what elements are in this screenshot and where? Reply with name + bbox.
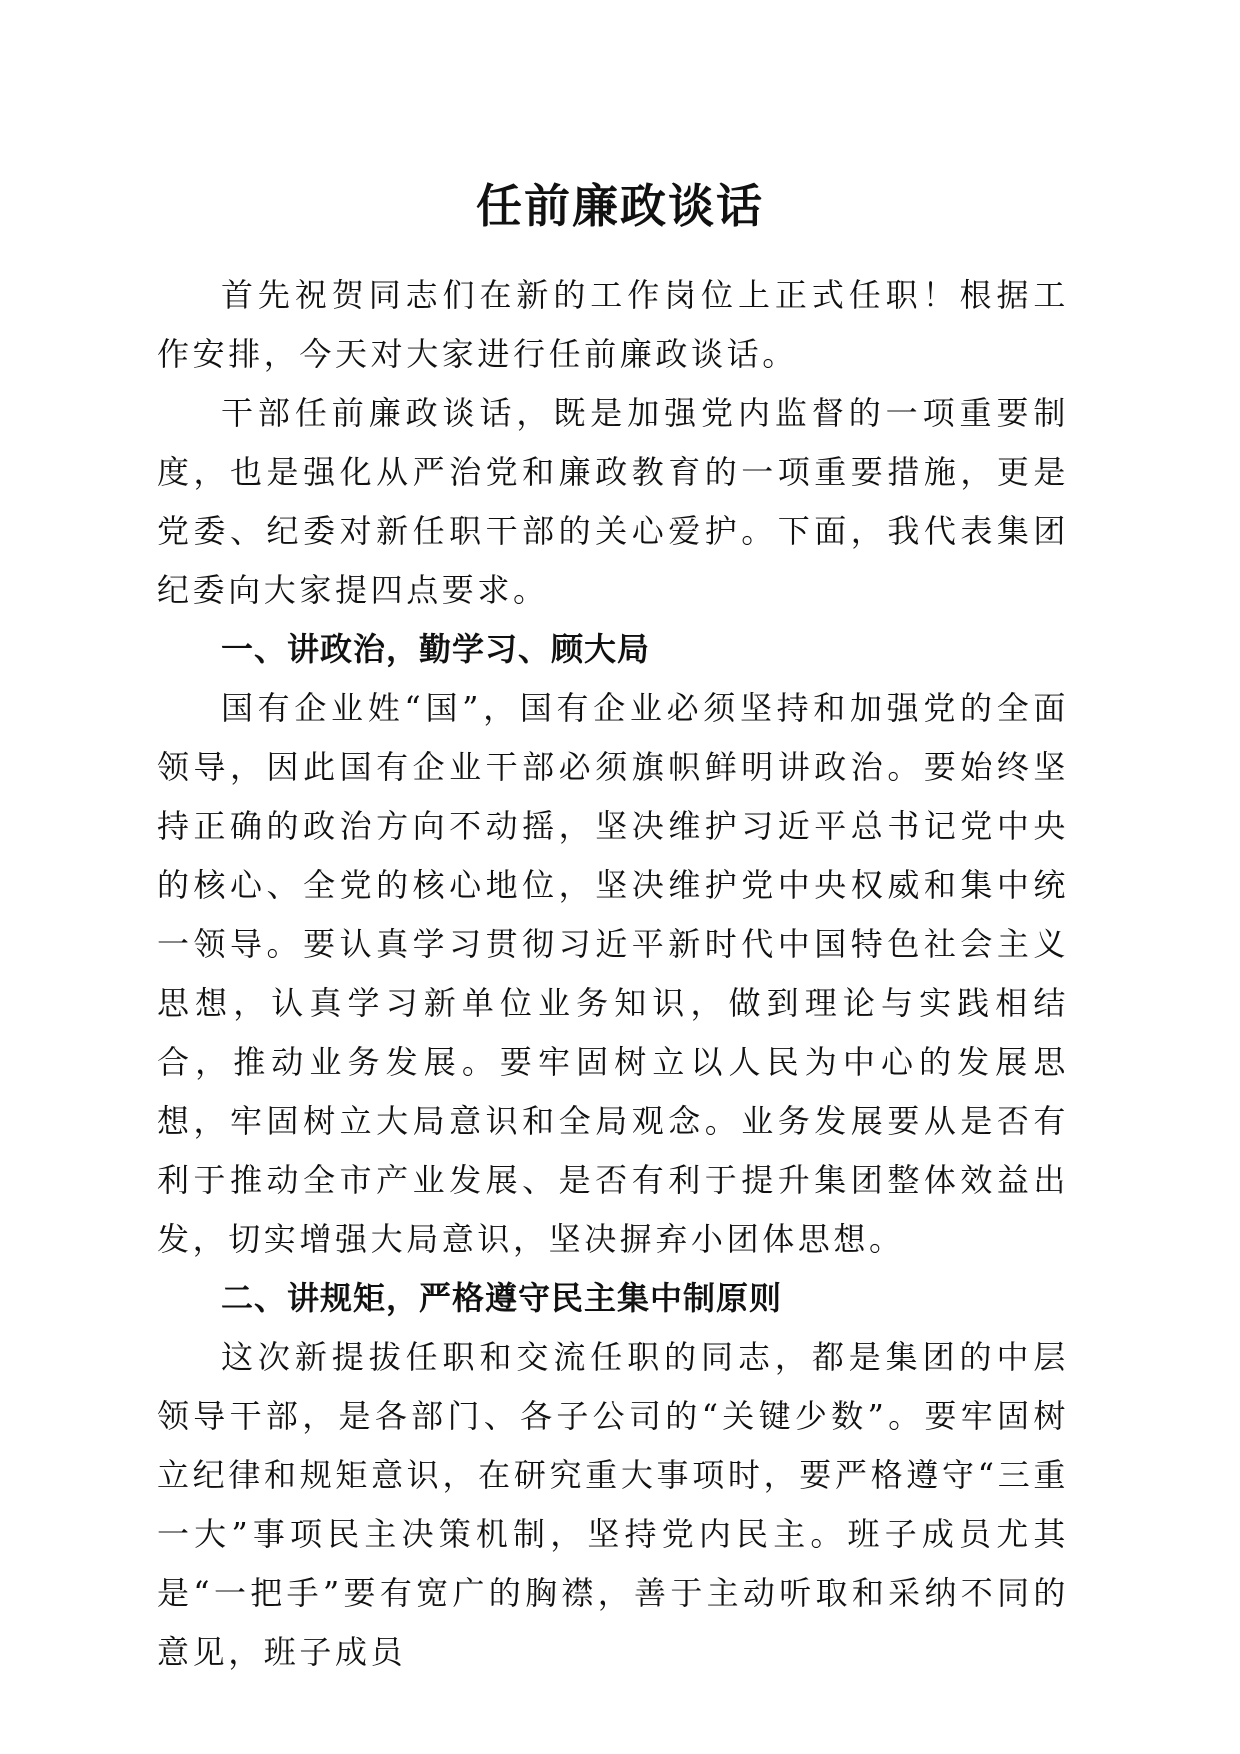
section-body-1: 国有企业姓“国”，国有企业必须坚持和加强党的全面领导，因此国有企业干部必须旗帜鲜明讲政治。要始终坚持正确的政治方向不动摇，坚决维护习近平总书记党中央的核心、全党的核心地位，坚决维护党中央权威和集中统一领导。要认真学习贯彻习近平新时代中国特色社会主义思想，认真学习新单位业务知识，做到理论与实践相结合，推动业务发展。要牢固树立以人民为中心的发展思想，牢固树立大局意识和全局观念。业务发展要从是否有利于推动全市产业发展、是否有利于提升集团整体效益出发，切实增强大局意识，坚决摒弃小团体思想。: [157, 689, 1069, 1258]
section-body-2: 这次新提拔任职和交流任职的同志，都是集团的中层领导干部，是各部门、各子公司的“关键少数”。要牢固树立纪律和规矩意识，在研究重大事项时，要严格遵守“三重一大”事项民主决策机制，坚持党内民主。班子成员尤其是“一把手”要有宽广的胸襟，善于主动听取和采纳不同的意见，班子成员: [157, 1338, 1069, 1671]
section-heading-1: 一、讲政治，勤学习、顾大局: [221, 630, 651, 668]
paragraph-greeting: 首先祝贺同志们在新的工作岗位上正式任职！根据工作安排，今天对大家进行任前廉政谈话。: [157, 276, 1069, 373]
document-title: 任前廉政谈话: [476, 179, 764, 233]
section-heading-2: 二、讲规矩，严格遵守民主集中制原则: [221, 1279, 783, 1317]
document-body: [157, 266, 1069, 1682]
paragraph-introduction: 干部任前廉政谈话，既是加强党内监督的一项重要制度，也是强化从严治党和廉政教育的一项重要措施，更是党委、纪委对新任职干部的关心爱护。下面，我代表集团纪委向大家提四点要求。: [157, 394, 1069, 609]
